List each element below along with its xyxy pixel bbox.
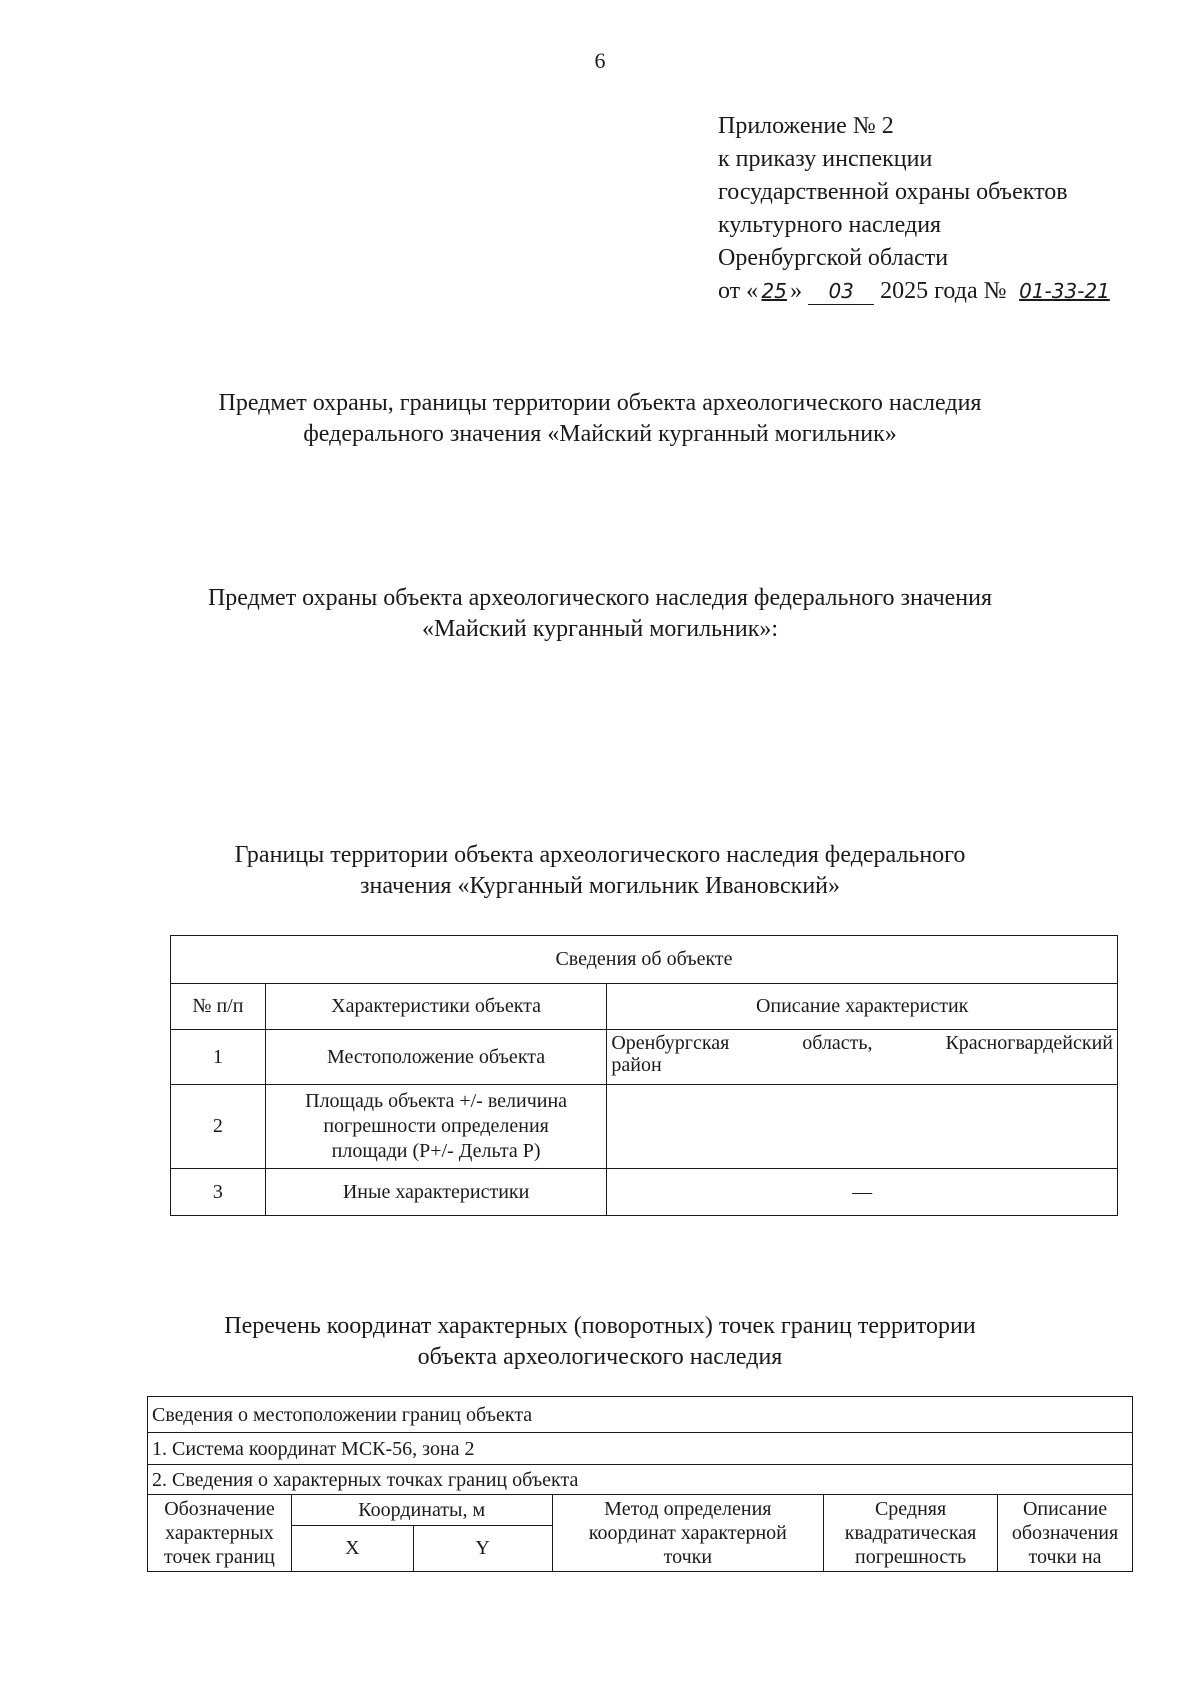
header-mean-error (824, 1495, 998, 1572)
table-row (148, 1433, 1133, 1465)
row-num: 1 (171, 1030, 266, 1085)
heading-territory-boundaries-line2: значения «Курганный могильник Ивановский» (360, 873, 840, 899)
header-coordinates: Координаты, м (291, 1495, 552, 1526)
object-info-table (170, 935, 1118, 1216)
table-row (171, 1030, 1118, 1085)
row-characteristic (265, 1085, 607, 1169)
order-number-handwritten: 01-33-21 (1019, 279, 1110, 303)
date-prefix: от « (718, 278, 759, 304)
heading-subject-boundaries (0, 388, 1200, 450)
table-row (171, 1169, 1118, 1216)
row-num: 2 (171, 1085, 266, 1169)
appendix-block (718, 110, 1117, 308)
header-num: № п/п (171, 984, 266, 1030)
heading-territory-boundaries-line1: Границы территории объекта археологического наследия федерального (234, 842, 966, 868)
location-word: область, (802, 1032, 873, 1054)
row-characteristic: Местоположение объекта (265, 1030, 607, 1085)
coordinate-system-row: 1. Система координат МСК-56, зона 2 (148, 1433, 1133, 1465)
header-line: Обозначение (164, 1498, 275, 1520)
date-mid: » (790, 278, 803, 304)
appendix-order-ref: к приказу инспекции (718, 146, 933, 172)
heading-coordinates-line1: Перечень координат характерных (поворотных) точек границ территории (224, 1313, 976, 1339)
header-line: погрешность (855, 1546, 967, 1568)
header-characteristic: Характеристики объекта (265, 984, 607, 1030)
header-point-description (998, 1495, 1133, 1572)
area-line3: площади (Р+/- Дельта Р) (331, 1140, 541, 1162)
location-word: Красногвардейский (945, 1032, 1113, 1054)
table-row (148, 1465, 1133, 1495)
header-line: характерных (165, 1522, 274, 1544)
area-line1: Площадь объекта +/- величина (305, 1090, 568, 1112)
header-y: Y (413, 1525, 552, 1571)
table-header-row (171, 984, 1118, 1030)
appendix-inspection: государственной охраны объектов (718, 179, 1068, 205)
table-caption: Сведения об объекте (171, 936, 1118, 984)
row-num: 3 (171, 1169, 266, 1216)
header-line: Средняя (874, 1498, 947, 1520)
header-line: обозначения (1011, 1522, 1119, 1544)
table-caption-row (171, 936, 1118, 984)
heading-protection-subject (0, 583, 1200, 645)
row-description (607, 1030, 1118, 1085)
location-line2: район (611, 1054, 662, 1076)
area-line2: погрешности определения (323, 1115, 549, 1137)
appendix-date-line (718, 275, 1117, 308)
header-method (552, 1495, 824, 1572)
header-line: квадратическая (844, 1522, 977, 1544)
table-row (171, 1085, 1118, 1169)
heading-subject-boundaries-line2: федерального значения «Майский курганный могильник» (303, 421, 897, 447)
header-line: координат характерной (588, 1522, 787, 1544)
header-description: Описание характеристик (607, 984, 1118, 1030)
page-bottom-margin (0, 1598, 1200, 1697)
heading-protection-subject-line1: Предмет охраны объекта археологического наследия федерального значения (207, 585, 993, 611)
location-line1 (611, 1032, 1113, 1054)
row-description (607, 1085, 1118, 1169)
row-description: — (607, 1169, 1118, 1216)
header-line: точек границ (164, 1546, 275, 1568)
row-characteristic: Иные характеристики (265, 1169, 607, 1216)
location-word: Оренбургская (611, 1032, 730, 1054)
table-header-row (148, 1495, 1133, 1526)
header-x: X (291, 1525, 413, 1571)
points-info-row: 2. Сведения о характерных точках границ объекта (148, 1465, 1133, 1495)
coordinates-table (147, 1396, 1133, 1572)
heading-protection-subject-line2: «Майский курганный могильник»: (421, 616, 779, 642)
header-line: Метод определения (604, 1498, 772, 1520)
header-line: точки на (1028, 1546, 1102, 1568)
date-month-handwritten: 03 (828, 279, 854, 303)
header-line: точки (663, 1546, 713, 1568)
heading-coordinates-list (0, 1311, 1200, 1373)
boundaries-info-caption: Сведения о местоположении границ объекта (148, 1397, 1133, 1433)
heading-territory-boundaries (0, 840, 1200, 902)
header-point-designation (148, 1495, 292, 1572)
appendix-title: Приложение № 2 (718, 113, 894, 139)
header-line: Описание (1022, 1498, 1108, 1520)
table-row (148, 1397, 1133, 1433)
date-year-text: 2025 года № (880, 278, 1007, 304)
date-month-blank (808, 278, 874, 305)
heading-subject-boundaries-line1: Предмет охраны, границы территории объекта археологического наследия (218, 390, 982, 416)
appendix-region: Оренбургской области (718, 245, 949, 271)
appendix-heritage: культурного наследия (718, 212, 942, 238)
date-day-handwritten: 25 (761, 279, 787, 303)
heading-coordinates-line2: объекта археологического наследия (417, 1344, 783, 1370)
page-number: 6 (594, 48, 606, 73)
